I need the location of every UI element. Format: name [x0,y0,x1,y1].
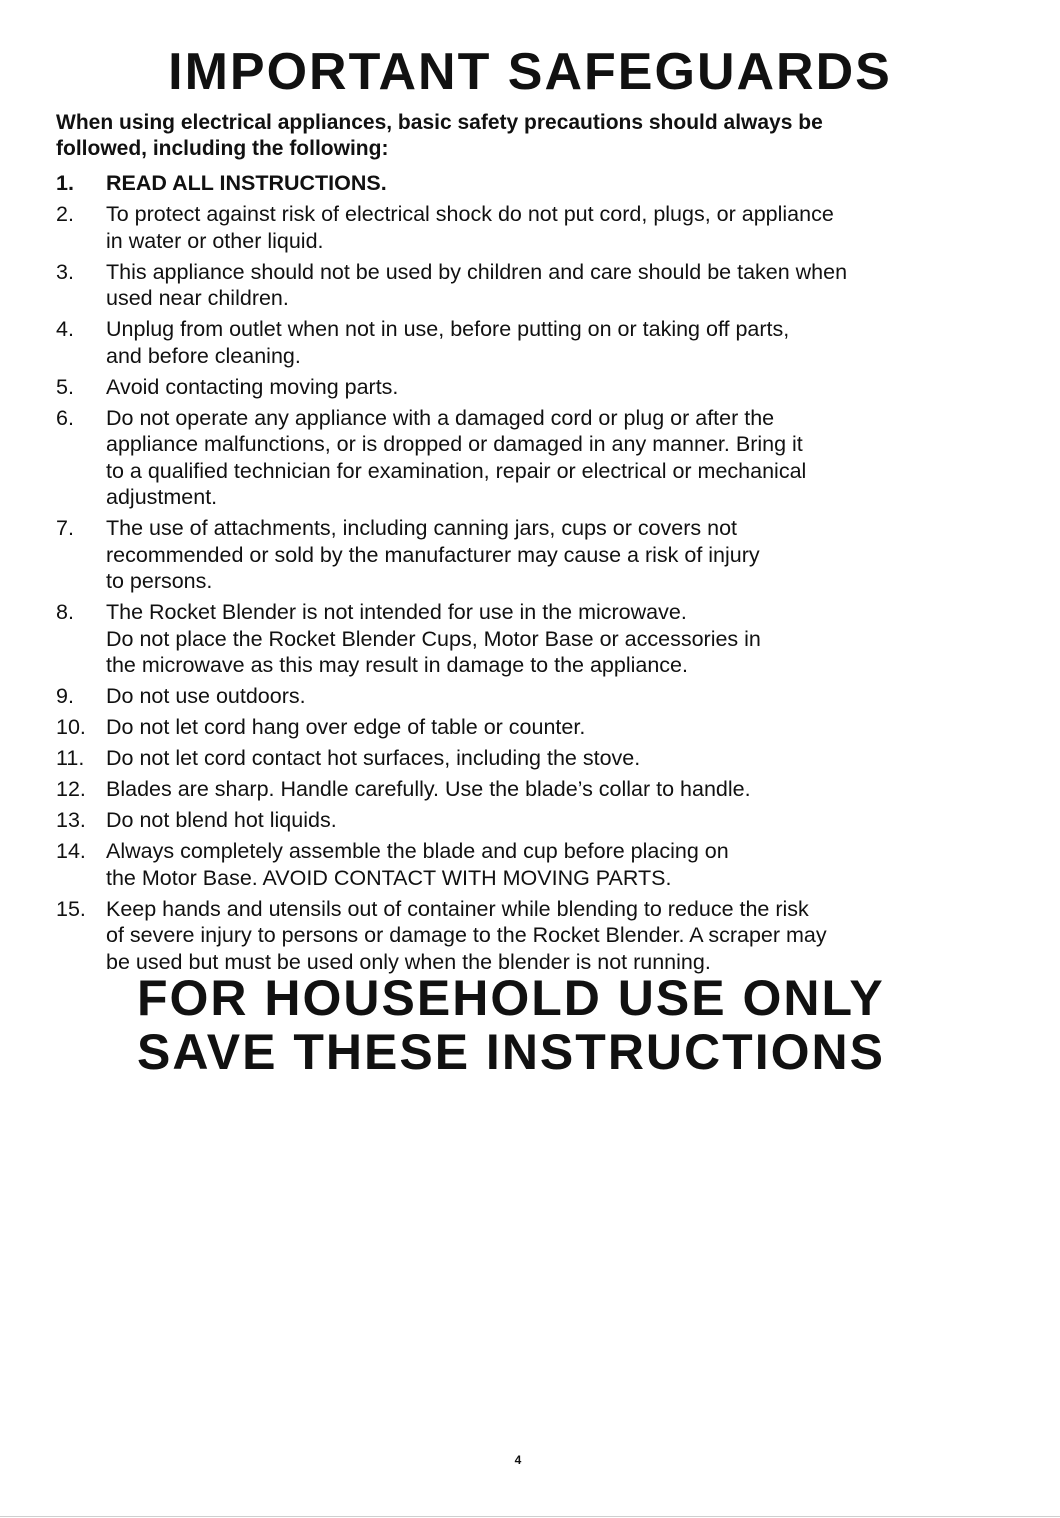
item-line: Do not let cord hang over edge of table or counter. [106,715,586,739]
list-item [56,599,1006,679]
page-title: IMPORTANT SAFEGUARDS [168,43,892,101]
item-number: 8. [56,600,74,624]
item-line: and before cleaning. [106,343,301,368]
item-line: to a qualified technician for examination, repair or electrical or mechanical [106,458,807,483]
item-line: used near children. [106,286,289,310]
item-line: be used but must be used only when the blender is not running. [106,949,711,974]
item-line: Always completely assemble the blade and cup before placing on [106,839,729,863]
item-line: Do not let cord contact hot surfaces, including the stove. [106,746,641,770]
safeguards-list [56,170,1006,980]
intro-line: When using electrical appliances, basic safety precautions should always be [56,111,823,134]
intro-paragraph [56,110,956,162]
item-text [106,807,1006,834]
item-line: to persons. [106,569,213,593]
item-line: recommended or sold by the manufacturer may cause a risk of injury [106,542,760,567]
item-line: Do not place the Rocket Blender Cups, Motor Base or accessories in [106,626,761,651]
item-line: This appliance should not be used by children and care should be taken when [106,259,848,284]
list-item [56,374,1006,401]
item-number: 15. [56,896,86,921]
item-line: adjustment. [106,485,218,509]
item-number: 9. [56,684,74,708]
item-number: 6. [56,405,74,430]
list-item [56,838,1006,891]
household-use-heading: FOR HOUSEHOLD USE ONLY [137,970,885,1026]
item-number: 5. [56,374,74,399]
item-text [106,515,1006,595]
item-number: 10. [56,715,86,739]
item-number: 3. [56,259,74,284]
item-line: Keep hands and utensils out of container while blending to reduce the risk [106,896,809,921]
list-item [56,896,1006,976]
item-text [106,201,1006,254]
item-text [106,170,1006,197]
item-line: the microwave as this may result in damage to the appliance. [106,653,688,677]
item-line: The Rocket Blender is not intended for use in the microwave. [106,600,687,624]
item-text [106,374,1006,401]
item-line: Blades are sharp. Handle carefully. Use the blade’s collar to handle. [106,777,751,801]
page-number: 4 [514,1453,522,1467]
item-line: Avoid contacting moving parts. [106,374,399,399]
item-text [106,838,1006,891]
save-instructions-heading: SAVE THESE INSTRUCTIONS [137,1024,885,1080]
list-item [56,201,1006,254]
item-number: 11. [56,746,85,770]
item-text [106,316,1006,369]
list-item [56,170,1006,197]
list-item [56,405,1006,511]
item-number: 12. [56,777,86,801]
item-line: Do not blend hot liquids. [106,808,337,832]
item-number: 14. [56,839,86,863]
item-line: of severe injury to persons or damage to the Rocket Blender. A scraper may [106,923,827,947]
item-text [106,776,1006,803]
item-text [106,896,1006,976]
list-item [56,259,1006,312]
item-text [106,714,1006,741]
item-text [106,599,1006,679]
bottom-divider [0,1516,1060,1517]
list-item [56,745,1006,772]
list-item [56,714,1006,741]
item-text [106,683,1006,710]
list-item [56,316,1006,369]
item-line: in water or other liquid. [106,228,324,253]
item-line: Unplug from outlet when not in use, before putting on or taking off parts, [106,317,790,341]
item-line: Do not use outdoors. [106,684,306,708]
item-text [106,405,1006,511]
item-number: 1. [56,171,74,195]
item-text [106,745,1006,772]
item-line: The use of attachments, including canning jars, cups or covers not [106,516,738,540]
list-item [56,776,1006,803]
item-line: Do not operate any appliance with a damaged cord or plug or after the [106,405,775,430]
item-line: appliance malfunctions, or is dropped or damaged in any manner. Bring it [106,432,803,456]
list-item [56,515,1006,595]
item-number: 7. [56,516,74,540]
list-item [56,683,1006,710]
intro-line: followed, including the following: [56,137,389,160]
list-item [56,807,1006,834]
item-number: 13. [56,808,86,832]
item-number: 2. [56,202,74,226]
item-line: READ ALL INSTRUCTIONS. [106,171,387,195]
item-number: 4. [56,317,74,341]
item-line: To protect against risk of electrical shock do not put cord, plugs, or appliance [106,202,834,226]
item-text [106,259,1006,312]
item-line: the Motor Base. AVOID CONTACT WITH MOVING PARTS. [106,865,672,890]
